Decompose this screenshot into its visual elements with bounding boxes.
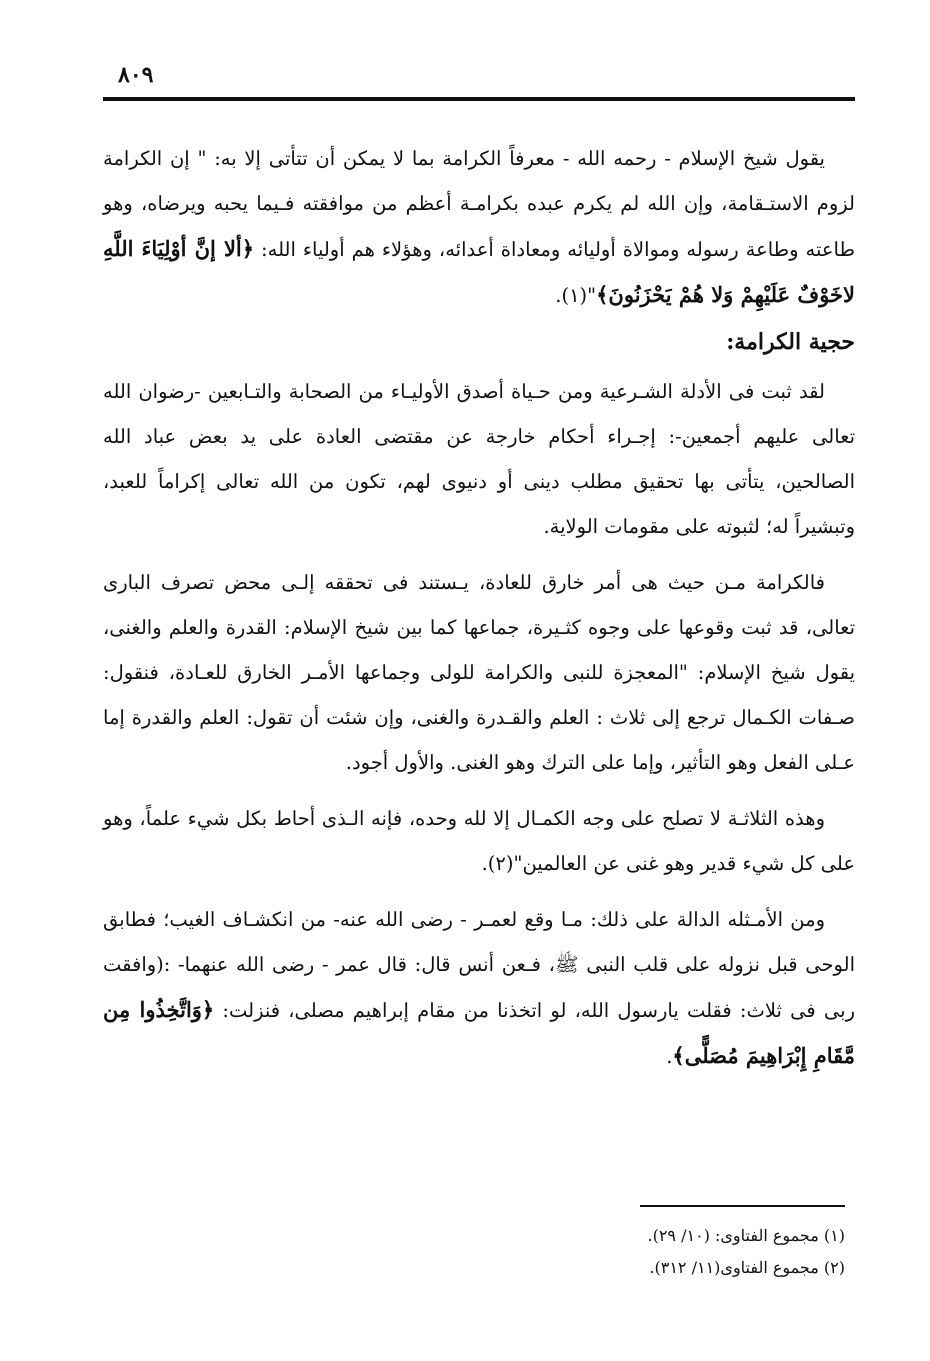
quran-verse: ﴿ألا إنَّ أوْلِيَاءَ اللَّهِ لاخَوْفٌ عَلَيْهِمْ وَلا هُمْ يَحْزَنُونَ﴾ <box>103 236 855 307</box>
paragraph-nature: فالكرامة مـن حيث هى أمر خارق للعادة، يـستند فى تحققه إلـى محض تصرف البارى تعالى، قد ثبت وقوعها على وجوه كثـيرة، جماعها كما بين شيخ الإسلام: القدرة والعلم والغنى، يقول شيخ الإسلام: "المعجزة للنبى والكرامة للولى وجماعها الأمـر الخارق للعـادة، فنقول: صـفات الكـمال ترجع إلى ثلاث : العلم والقـدرة والغنى، وإن شئت أن تقول: العلم والقدرة إما عـلى الفعل وهو التأثير، وإما على الترك وهو الغنى. والأول أجود. <box>103 571 855 774</box>
footnote-rule <box>640 1205 845 1207</box>
paragraph-end: . <box>666 1045 673 1068</box>
footnote-1: (١) مجموع الفتاوى: (١٠/ ٢٩). <box>647 1226 845 1245</box>
footnote-2: (٢) مجموع الفتاوى(١١/ ٣١٢). <box>649 1258 845 1277</box>
paragraph-examples <box>103 897 855 1079</box>
paragraph-text: ومن الأمـثله الدالة على ذلك: مـا وقع لعمـر - رضى الله عنه- من انكشـاف الغيب؛ فطابق الوحى قبل نزوله على قلب النبى ﷺ، فـعن أنس قال: قال عمر - رضى الله عنهما- :(وافقت ربى فى ثلاث: فقلت يارسول الله، لو اتخذنا من مقام إبراهيم مصلى، فنزلت: <box>103 908 855 1022</box>
paragraph-karama-definition <box>103 136 855 318</box>
footnotes <box>103 1220 845 1284</box>
paragraph-end: "(١). <box>555 284 597 307</box>
quran-verse: ﴿وَاتَّخِذُوا مِن مَّقَامِ إِبْرَاهِيمَ مُصَلًّى﴾ <box>103 997 855 1068</box>
main-text <box>103 136 855 1079</box>
paragraph-evidence: لقد ثبت فى الأدلة الشـرعية ومن حـياة أصدق الأوليـاء من الصحابة والتـابعين -رضوان الله تعالى عليهم أجمعين-: إجـراء أحكام خارجة عن مقتضى العادة على يد بعض عباد الله الصالحين، يتأتى بها تحقيق مطلب دينى أو دنيوى لهم، تكون من الله تعالى إكراماً للعبد، وتبشيراً له؛ لثبوته على مقومات الولاية. <box>103 380 855 538</box>
paragraph-three-attributes: وهذه الثلاثـة لا تصلح على وجه الكمـال إلا لله وحده، فإنه الـذى أحاط بكل شيء علماً، وهو على كل شيء قدير وهو غنى عن العالمين"(٢). <box>103 807 855 875</box>
section-heading: حجية الكرامة: <box>726 329 855 355</box>
page-number: ٨٠٩ <box>118 62 154 88</box>
paragraph-text: يقول شيخ الإسلام - رحمه الله - معرفاً الكرامة بما لا يمكن أن تتأتى إلا به: " إن الكرامة لزوم الاستـقامة، وإن الله لم يكرم عبده بكرامـة أعظم من موافقته فـيما يحبه ويرضاه، وهو طاعته وطاعة رسوله وموالاة أوليائه ومعاداة أعدائه، وهؤلاء هم أولياء الله: <box>103 147 855 261</box>
header-rule <box>103 97 855 101</box>
